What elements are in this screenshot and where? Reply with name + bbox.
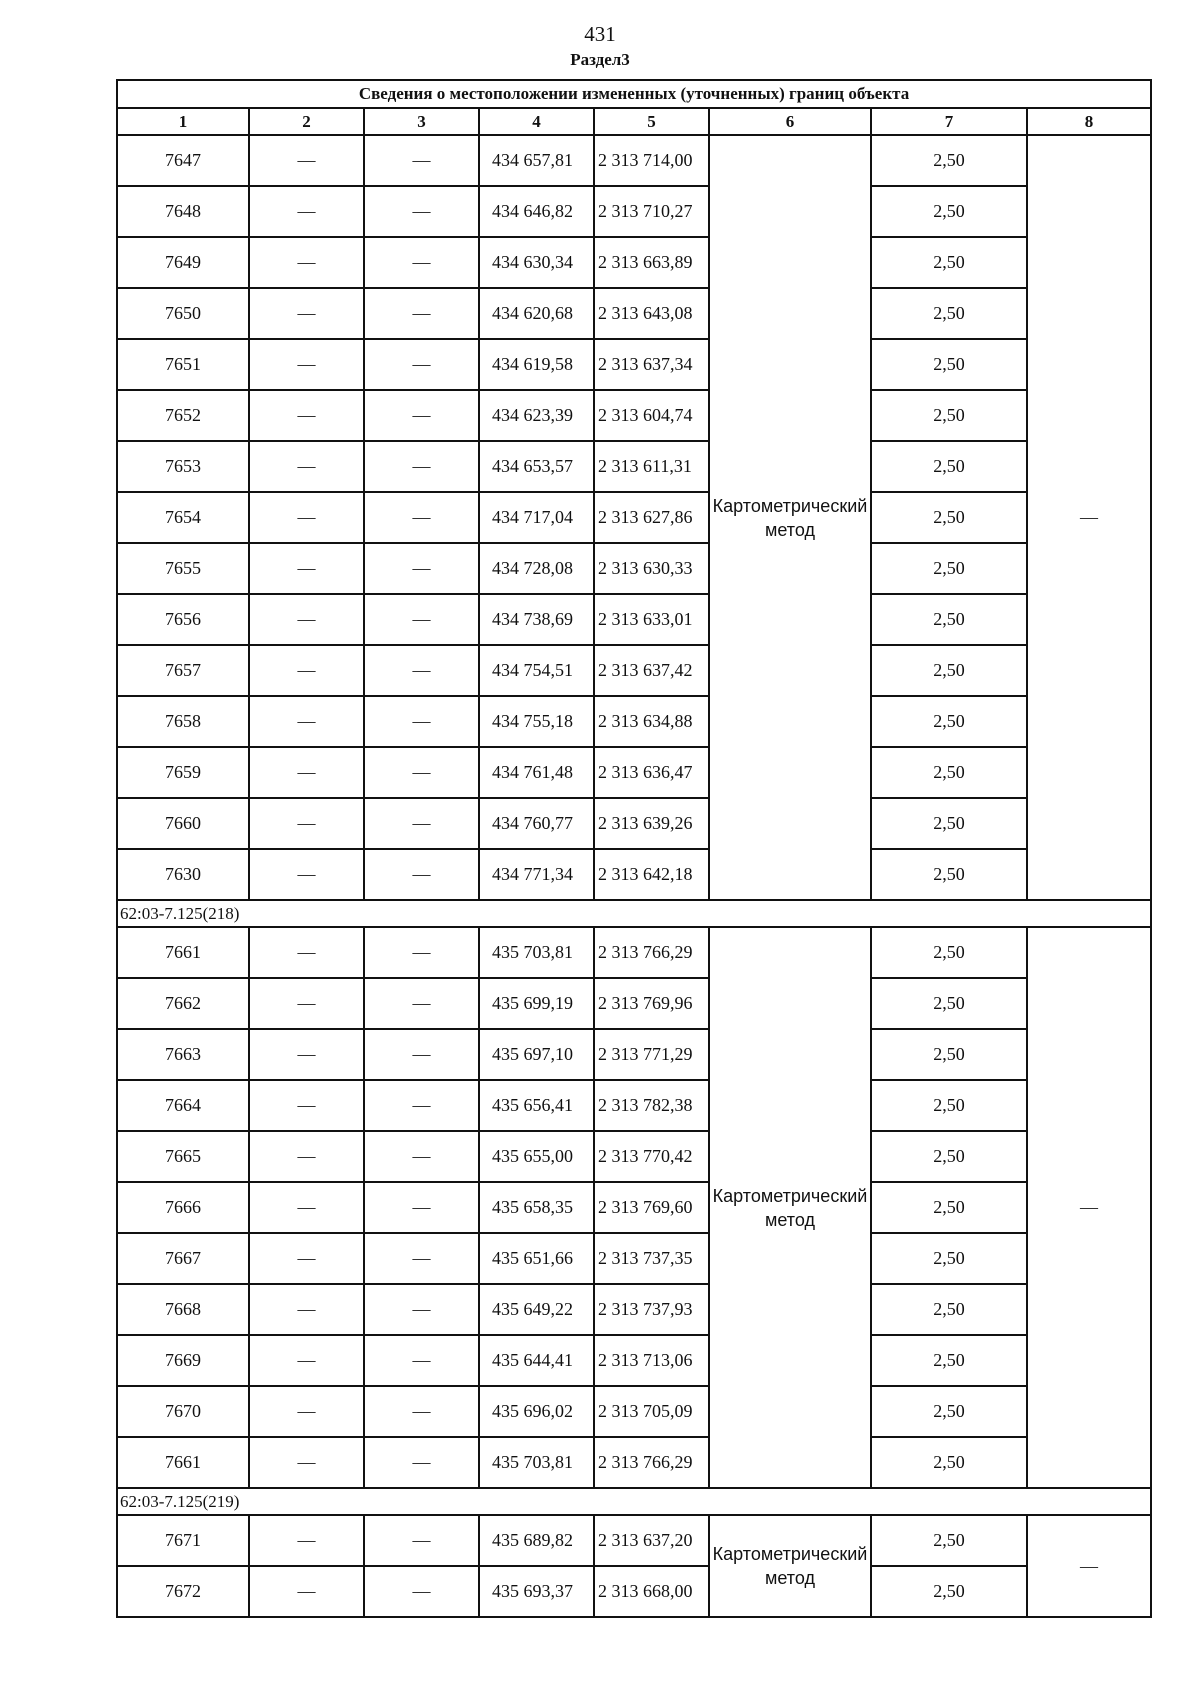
column-3-cell: — xyxy=(364,645,479,696)
y-coordinate-cell: 2 313 633,01 xyxy=(594,594,709,645)
table-row xyxy=(117,288,1151,339)
y-coordinate-cell: 2 313 643,08 xyxy=(594,288,709,339)
column-3-cell: — xyxy=(364,849,479,900)
column-3-cell: — xyxy=(364,1029,479,1080)
x-coordinate-cell: 435 656,41 xyxy=(479,1080,594,1131)
point-number-cell: 7653 xyxy=(117,441,249,492)
table-row xyxy=(117,1182,1151,1233)
column-header-1: 1 xyxy=(117,108,249,135)
column-3-cell: — xyxy=(364,492,479,543)
table-row xyxy=(117,1386,1151,1437)
column-3-cell: — xyxy=(364,1080,479,1131)
y-coordinate-cell: 2 313 714,00 xyxy=(594,135,709,186)
column-3-cell: — xyxy=(364,927,479,978)
section-title: Раздел3 xyxy=(570,50,630,69)
y-coordinate-cell: 2 313 737,93 xyxy=(594,1284,709,1335)
point-number-cell: 7666 xyxy=(117,1182,249,1233)
column-header-3: 3 xyxy=(364,108,479,135)
accuracy-cell: 2,50 xyxy=(871,645,1027,696)
column-8-cell: — xyxy=(1027,1515,1151,1617)
point-number-cell: 7667 xyxy=(117,1233,249,1284)
point-number-cell: 7651 xyxy=(117,339,249,390)
point-number-cell: 7657 xyxy=(117,645,249,696)
table-row xyxy=(117,543,1151,594)
accuracy-cell: 2,50 xyxy=(871,1437,1027,1488)
column-3-cell: — xyxy=(364,1284,479,1335)
y-coordinate-cell: 2 313 604,74 xyxy=(594,390,709,441)
column-3-cell: — xyxy=(364,1437,479,1488)
column-2-cell: — xyxy=(249,645,364,696)
point-number-cell: 7656 xyxy=(117,594,249,645)
accuracy-cell: 2,50 xyxy=(871,1284,1027,1335)
table-row xyxy=(117,747,1151,798)
y-coordinate-cell: 2 313 663,89 xyxy=(594,237,709,288)
column-3-cell: — xyxy=(364,1515,479,1566)
accuracy-cell: 2,50 xyxy=(871,594,1027,645)
column-8-cell: — xyxy=(1027,135,1151,900)
table-row xyxy=(117,1566,1151,1617)
column-3-cell: — xyxy=(364,186,479,237)
column-2-cell: — xyxy=(249,594,364,645)
x-coordinate-cell: 434 630,34 xyxy=(479,237,594,288)
column-2-cell: — xyxy=(249,441,364,492)
accuracy-cell: 2,50 xyxy=(871,339,1027,390)
table-row xyxy=(117,1080,1151,1131)
accuracy-cell: 2,50 xyxy=(871,798,1027,849)
column-3-cell: — xyxy=(364,135,479,186)
x-coordinate-cell: 434 738,69 xyxy=(479,594,594,645)
column-2-cell: — xyxy=(249,543,364,594)
point-number-cell: 7665 xyxy=(117,1131,249,1182)
x-coordinate-cell: 435 696,02 xyxy=(479,1386,594,1437)
column-3-cell: — xyxy=(364,747,479,798)
column-header-4: 4 xyxy=(479,108,594,135)
column-2-cell: — xyxy=(249,1131,364,1182)
accuracy-cell: 2,50 xyxy=(871,747,1027,798)
x-coordinate-cell: 435 689,82 xyxy=(479,1515,594,1566)
column-2-cell: — xyxy=(249,186,364,237)
accuracy-cell: 2,50 xyxy=(871,1566,1027,1617)
point-number-cell: 7647 xyxy=(117,135,249,186)
accuracy-cell: 2,50 xyxy=(871,135,1027,186)
x-coordinate-cell: 434 657,81 xyxy=(479,135,594,186)
x-coordinate-cell: 434 728,08 xyxy=(479,543,594,594)
column-2-cell: — xyxy=(249,1566,364,1617)
y-coordinate-cell: 2 313 639,26 xyxy=(594,798,709,849)
point-number-cell: 7660 xyxy=(117,798,249,849)
column-2-cell: — xyxy=(249,492,364,543)
column-3-cell: — xyxy=(364,441,479,492)
accuracy-cell: 2,50 xyxy=(871,1515,1027,1566)
table-row xyxy=(117,135,1151,186)
column-2-cell: — xyxy=(249,798,364,849)
column-3-cell: — xyxy=(364,1233,479,1284)
table-row xyxy=(117,441,1151,492)
point-number-cell: 7670 xyxy=(117,1386,249,1437)
accuracy-cell: 2,50 xyxy=(871,1335,1027,1386)
x-coordinate-cell: 435 703,81 xyxy=(479,1437,594,1488)
table-row xyxy=(117,1335,1151,1386)
accuracy-cell: 2,50 xyxy=(871,927,1027,978)
accuracy-cell: 2,50 xyxy=(871,1233,1027,1284)
x-coordinate-cell: 435 644,41 xyxy=(479,1335,594,1386)
y-coordinate-cell: 2 313 769,96 xyxy=(594,978,709,1029)
column-header-7: 7 xyxy=(871,108,1027,135)
point-number-cell: 7661 xyxy=(117,1437,249,1488)
accuracy-cell: 2,50 xyxy=(871,849,1027,900)
accuracy-cell: 2,50 xyxy=(871,186,1027,237)
x-coordinate-cell: 434 717,04 xyxy=(479,492,594,543)
y-coordinate-cell: 2 313 737,35 xyxy=(594,1233,709,1284)
x-coordinate-cell: 435 693,37 xyxy=(479,1566,594,1617)
y-coordinate-cell: 2 313 710,27 xyxy=(594,186,709,237)
accuracy-cell: 2,50 xyxy=(871,1182,1027,1233)
column-2-cell: — xyxy=(249,1029,364,1080)
column-3-cell: — xyxy=(364,288,479,339)
column-2-cell: — xyxy=(249,390,364,441)
point-number-cell: 7672 xyxy=(117,1566,249,1617)
page-number: 431 xyxy=(584,22,616,46)
column-header-row xyxy=(117,108,1151,135)
group-label: 62:03-7.125(218) xyxy=(117,900,1151,927)
table-row xyxy=(117,186,1151,237)
column-2-cell: — xyxy=(249,1515,364,1566)
table-row xyxy=(117,849,1151,900)
y-coordinate-cell: 2 313 769,60 xyxy=(594,1182,709,1233)
y-coordinate-cell: 2 313 636,47 xyxy=(594,747,709,798)
point-number-cell: 7652 xyxy=(117,390,249,441)
x-coordinate-cell: 434 620,68 xyxy=(479,288,594,339)
group-label-row xyxy=(117,900,1151,927)
column-3-cell: — xyxy=(364,543,479,594)
column-3-cell: — xyxy=(364,237,479,288)
y-coordinate-cell: 2 313 634,88 xyxy=(594,696,709,747)
accuracy-cell: 2,50 xyxy=(871,1080,1027,1131)
x-coordinate-cell: 434 771,34 xyxy=(479,849,594,900)
accuracy-cell: 2,50 xyxy=(871,492,1027,543)
point-number-cell: 7664 xyxy=(117,1080,249,1131)
accuracy-cell: 2,50 xyxy=(871,543,1027,594)
y-coordinate-cell: 2 313 642,18 xyxy=(594,849,709,900)
x-coordinate-cell: 434 761,48 xyxy=(479,747,594,798)
y-coordinate-cell: 2 313 782,38 xyxy=(594,1080,709,1131)
column-2-cell: — xyxy=(249,1386,364,1437)
x-coordinate-cell: 435 649,22 xyxy=(479,1284,594,1335)
point-number-cell: 7648 xyxy=(117,186,249,237)
table-row xyxy=(117,1515,1151,1566)
point-number-cell: 7671 xyxy=(117,1515,249,1566)
table-row xyxy=(117,1131,1151,1182)
table-row xyxy=(117,237,1151,288)
accuracy-cell: 2,50 xyxy=(871,288,1027,339)
y-coordinate-cell: 2 313 637,34 xyxy=(594,339,709,390)
column-2-cell: — xyxy=(249,237,364,288)
column-2-cell: — xyxy=(249,1182,364,1233)
table-row xyxy=(117,978,1151,1029)
method-cell: Картометрический метод xyxy=(709,135,871,900)
point-number-cell: 7661 xyxy=(117,927,249,978)
column-2-cell: — xyxy=(249,1335,364,1386)
column-3-cell: — xyxy=(364,339,479,390)
method-cell: Картометрический метод xyxy=(709,927,871,1488)
point-number-cell: 7649 xyxy=(117,237,249,288)
table-row xyxy=(117,1233,1151,1284)
column-2-cell: — xyxy=(249,288,364,339)
point-number-cell: 7668 xyxy=(117,1284,249,1335)
y-coordinate-cell: 2 313 771,29 xyxy=(594,1029,709,1080)
column-3-cell: — xyxy=(364,594,479,645)
point-number-cell: 7630 xyxy=(117,849,249,900)
column-3-cell: — xyxy=(364,978,479,1029)
table-title-row xyxy=(117,80,1151,108)
column-2-cell: — xyxy=(249,1437,364,1488)
y-coordinate-cell: 2 313 713,06 xyxy=(594,1335,709,1386)
table-row xyxy=(117,492,1151,543)
table-row xyxy=(117,390,1151,441)
x-coordinate-cell: 434 619,58 xyxy=(479,339,594,390)
boundary-table xyxy=(116,79,1152,1618)
table-row xyxy=(117,339,1151,390)
column-header-2: 2 xyxy=(249,108,364,135)
x-coordinate-cell: 434 653,57 xyxy=(479,441,594,492)
column-3-cell: — xyxy=(364,1386,479,1437)
column-2-cell: — xyxy=(249,747,364,798)
y-coordinate-cell: 2 313 668,00 xyxy=(594,1566,709,1617)
y-coordinate-cell: 2 313 705,09 xyxy=(594,1386,709,1437)
x-coordinate-cell: 435 651,66 xyxy=(479,1233,594,1284)
column-2-cell: — xyxy=(249,1233,364,1284)
column-3-cell: — xyxy=(364,390,479,441)
point-number-cell: 7658 xyxy=(117,696,249,747)
column-2-cell: — xyxy=(249,696,364,747)
accuracy-cell: 2,50 xyxy=(871,1386,1027,1437)
column-2-cell: — xyxy=(249,1080,364,1131)
column-3-cell: — xyxy=(364,1566,479,1617)
accuracy-cell: 2,50 xyxy=(871,696,1027,747)
point-number-cell: 7659 xyxy=(117,747,249,798)
column-2-cell: — xyxy=(249,339,364,390)
accuracy-cell: 2,50 xyxy=(871,1131,1027,1182)
table-row xyxy=(117,696,1151,747)
x-coordinate-cell: 435 699,19 xyxy=(479,978,594,1029)
y-coordinate-cell: 2 313 637,42 xyxy=(594,645,709,696)
point-number-cell: 7663 xyxy=(117,1029,249,1080)
accuracy-cell: 2,50 xyxy=(871,978,1027,1029)
point-number-cell: 7662 xyxy=(117,978,249,1029)
column-header-6: 6 xyxy=(709,108,871,135)
x-coordinate-cell: 434 754,51 xyxy=(479,645,594,696)
column-2-cell: — xyxy=(249,135,364,186)
table-row xyxy=(117,798,1151,849)
table-body xyxy=(117,135,1151,1617)
x-coordinate-cell: 434 755,18 xyxy=(479,696,594,747)
column-2-cell: — xyxy=(249,1284,364,1335)
accuracy-cell: 2,50 xyxy=(871,1029,1027,1080)
column-3-cell: — xyxy=(364,798,479,849)
point-number-cell: 7650 xyxy=(117,288,249,339)
column-3-cell: — xyxy=(364,696,479,747)
column-2-cell: — xyxy=(249,927,364,978)
y-coordinate-cell: 2 313 770,42 xyxy=(594,1131,709,1182)
y-coordinate-cell: 2 313 630,33 xyxy=(594,543,709,594)
accuracy-cell: 2,50 xyxy=(871,441,1027,492)
x-coordinate-cell: 435 655,00 xyxy=(479,1131,594,1182)
point-number-cell: 7669 xyxy=(117,1335,249,1386)
y-coordinate-cell: 2 313 766,29 xyxy=(594,927,709,978)
x-coordinate-cell: 434 646,82 xyxy=(479,186,594,237)
table-row xyxy=(117,1029,1151,1080)
point-number-cell: 7654 xyxy=(117,492,249,543)
column-3-cell: — xyxy=(364,1131,479,1182)
column-2-cell: — xyxy=(249,849,364,900)
accuracy-cell: 2,50 xyxy=(871,237,1027,288)
group-label-row xyxy=(117,1488,1151,1515)
y-coordinate-cell: 2 313 611,31 xyxy=(594,441,709,492)
group-label: 62:03-7.125(219) xyxy=(117,1488,1151,1515)
method-cell: Картометрический метод xyxy=(709,1515,871,1617)
x-coordinate-cell: 435 703,81 xyxy=(479,927,594,978)
table-row xyxy=(117,645,1151,696)
x-coordinate-cell: 435 658,35 xyxy=(479,1182,594,1233)
point-number-cell: 7655 xyxy=(117,543,249,594)
table-row xyxy=(117,927,1151,978)
y-coordinate-cell: 2 313 627,86 xyxy=(594,492,709,543)
table-row xyxy=(117,1284,1151,1335)
table-row xyxy=(117,594,1151,645)
x-coordinate-cell: 435 697,10 xyxy=(479,1029,594,1080)
column-header-5: 5 xyxy=(594,108,709,135)
column-3-cell: — xyxy=(364,1182,479,1233)
y-coordinate-cell: 2 313 637,20 xyxy=(594,1515,709,1566)
column-3-cell: — xyxy=(364,1335,479,1386)
y-coordinate-cell: 2 313 766,29 xyxy=(594,1437,709,1488)
column-header-8: 8 xyxy=(1027,108,1151,135)
x-coordinate-cell: 434 623,39 xyxy=(479,390,594,441)
table-row xyxy=(117,1437,1151,1488)
table-title: Сведения о местоположении измененных (уточненных) границ объекта xyxy=(117,80,1151,108)
accuracy-cell: 2,50 xyxy=(871,390,1027,441)
column-2-cell: — xyxy=(249,978,364,1029)
x-coordinate-cell: 434 760,77 xyxy=(479,798,594,849)
column-8-cell: — xyxy=(1027,927,1151,1488)
